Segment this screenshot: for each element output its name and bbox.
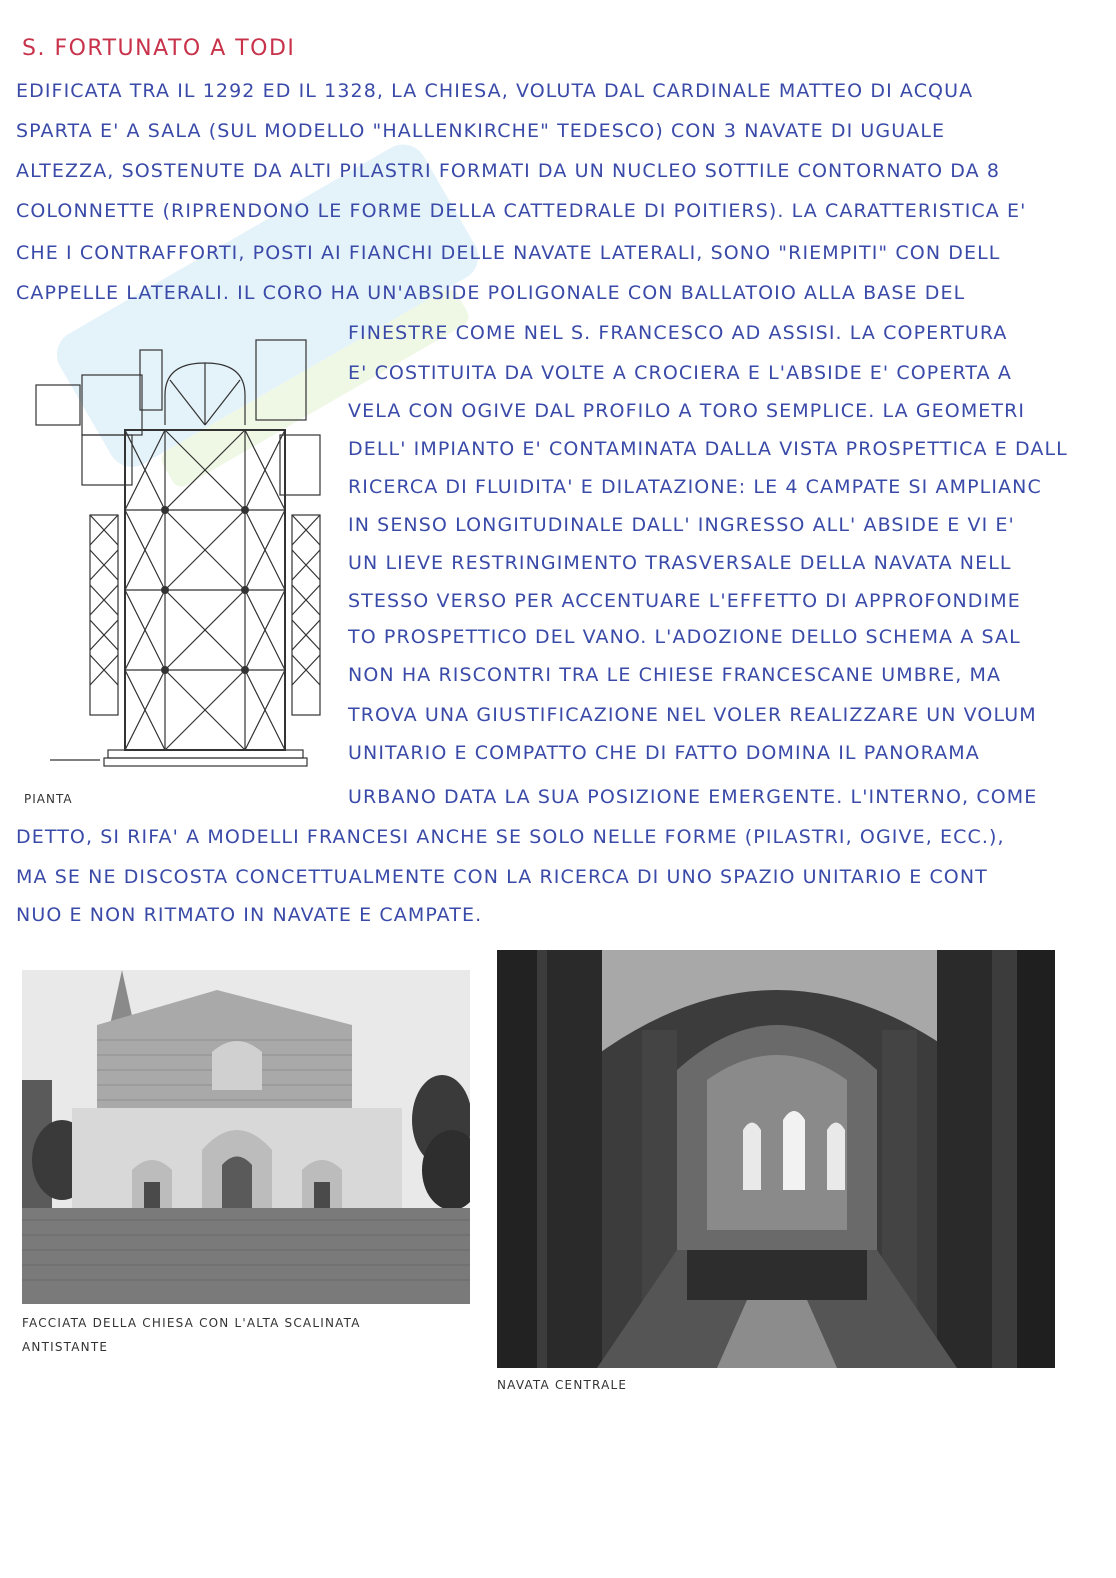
text-line: FINESTRE COME NEL S. FRANCESCO AD ASSISI. LA COPERTURA: [348, 322, 1008, 344]
text-line: E' COSTITUITA DA VOLTE A CROCIERA E L'ABSIDE E' COPERTA A: [348, 362, 1012, 384]
text-line: VELA CON OGIVE DAL PROFILO A TORO SEMPLICE. LA GEOMETRI: [348, 400, 1026, 422]
nave-photo: [497, 950, 1055, 1368]
facade-photo: [22, 970, 470, 1304]
text-line: DETTO, SI RIFA' A MODELLI FRANCESI ANCHE SE SOLO NELLE FORME (PILASTRI, OGIVE, ECC.),: [16, 826, 1005, 848]
text-line: CHE I CONTRAFFORTI, POSTI AI FIANCHI DELLE NAVATE LATERALI, SONO "RIEMPITI" CON DELL: [16, 242, 1001, 264]
nave-caption: NAVATA CENTRALE: [497, 1378, 628, 1392]
text-line: TROVA UNA GIUSTIFICAZIONE NEL VOLER REALIZZARE UN VOLUM: [348, 704, 1037, 726]
facade-caption-line2: ANTISTANTE: [22, 1340, 109, 1354]
text-line: RICERCA DI FLUIDITA' E DILATAZIONE: LE 4 CAMPATE SI AMPLIANC: [348, 476, 1042, 498]
text-line: EDIFICATA TRA IL 1292 ED IL 1328, LA CHIESA, VOLUTA DAL CARDINALE MATTEO DI ACQUA: [16, 80, 974, 102]
text-line: MA SE NE DISCOSTA CONCETTUALMENTE CON LA RICERCA DI UNO SPAZIO UNITARIO E CONT: [16, 866, 988, 888]
text-line: URBANO DATA LA SUA POSIZIONE EMERGENTE. L'INTERNO, COME: [348, 786, 1038, 808]
text-line: UNITARIO E COMPATTO CHE DI FATTO DOMINA IL PANORAMA: [348, 742, 980, 764]
text-line: CAPPELLE LATERALI. IL CORO HA UN'ABSIDE POLIGONALE CON BALLATOIO ALLA BASE DEL: [16, 282, 966, 304]
text-line: UN LIEVE RESTRINGIMENTO TRASVERSALE DELLA NAVATA NELL: [348, 552, 1012, 574]
floor-plan-drawing: [20, 335, 340, 775]
text-line: NUO E NON RITMATO IN NAVATE E CAMPATE.: [16, 904, 483, 926]
text-line: ALTEZZA, SOSTENUTE DA ALTI PILASTRI FORMATI DA UN NUCLEO SOTTILE CONTORNATO DA 8: [16, 160, 1001, 182]
plan-caption: PIANTA: [24, 792, 73, 806]
facade-caption-line1: FACCIATA DELLA CHIESA CON L'ALTA SCALINATA: [22, 1316, 361, 1330]
text-line: TO PROSPETTICO DEL VANO. L'ADOZIONE DELLO SCHEMA A SAL: [348, 626, 1021, 648]
text-line: IN SENSO LONGITUDINALE DALL' INGRESSO ALL' ABSIDE E VI E': [348, 514, 1015, 536]
page-title: S. FORTUNATO A TODI: [22, 36, 296, 61]
text-line: STESSO VERSO PER ACCENTUARE L'EFFETTO DI APPROFONDIME: [348, 590, 1021, 612]
text-line: NON HA RISCONTRI TRA LE CHIESE FRANCESCANE UMBRE, MA: [348, 664, 1002, 686]
text-line: SPARTA E' A SALA (SUL MODELLO "HALLENKIRCHE" TEDESCO) CON 3 NAVATE DI UGUALE: [16, 120, 946, 142]
text-line: COLONNETTE (RIPRENDONO LE FORME DELLA CATTEDRALE DI POITIERS). LA CARATTERISTICA E': [16, 200, 1027, 222]
text-line: DELL' IMPIANTO E' CONTAMINATA DALLA VISTA PROSPETTICA E DALL: [348, 438, 1068, 460]
